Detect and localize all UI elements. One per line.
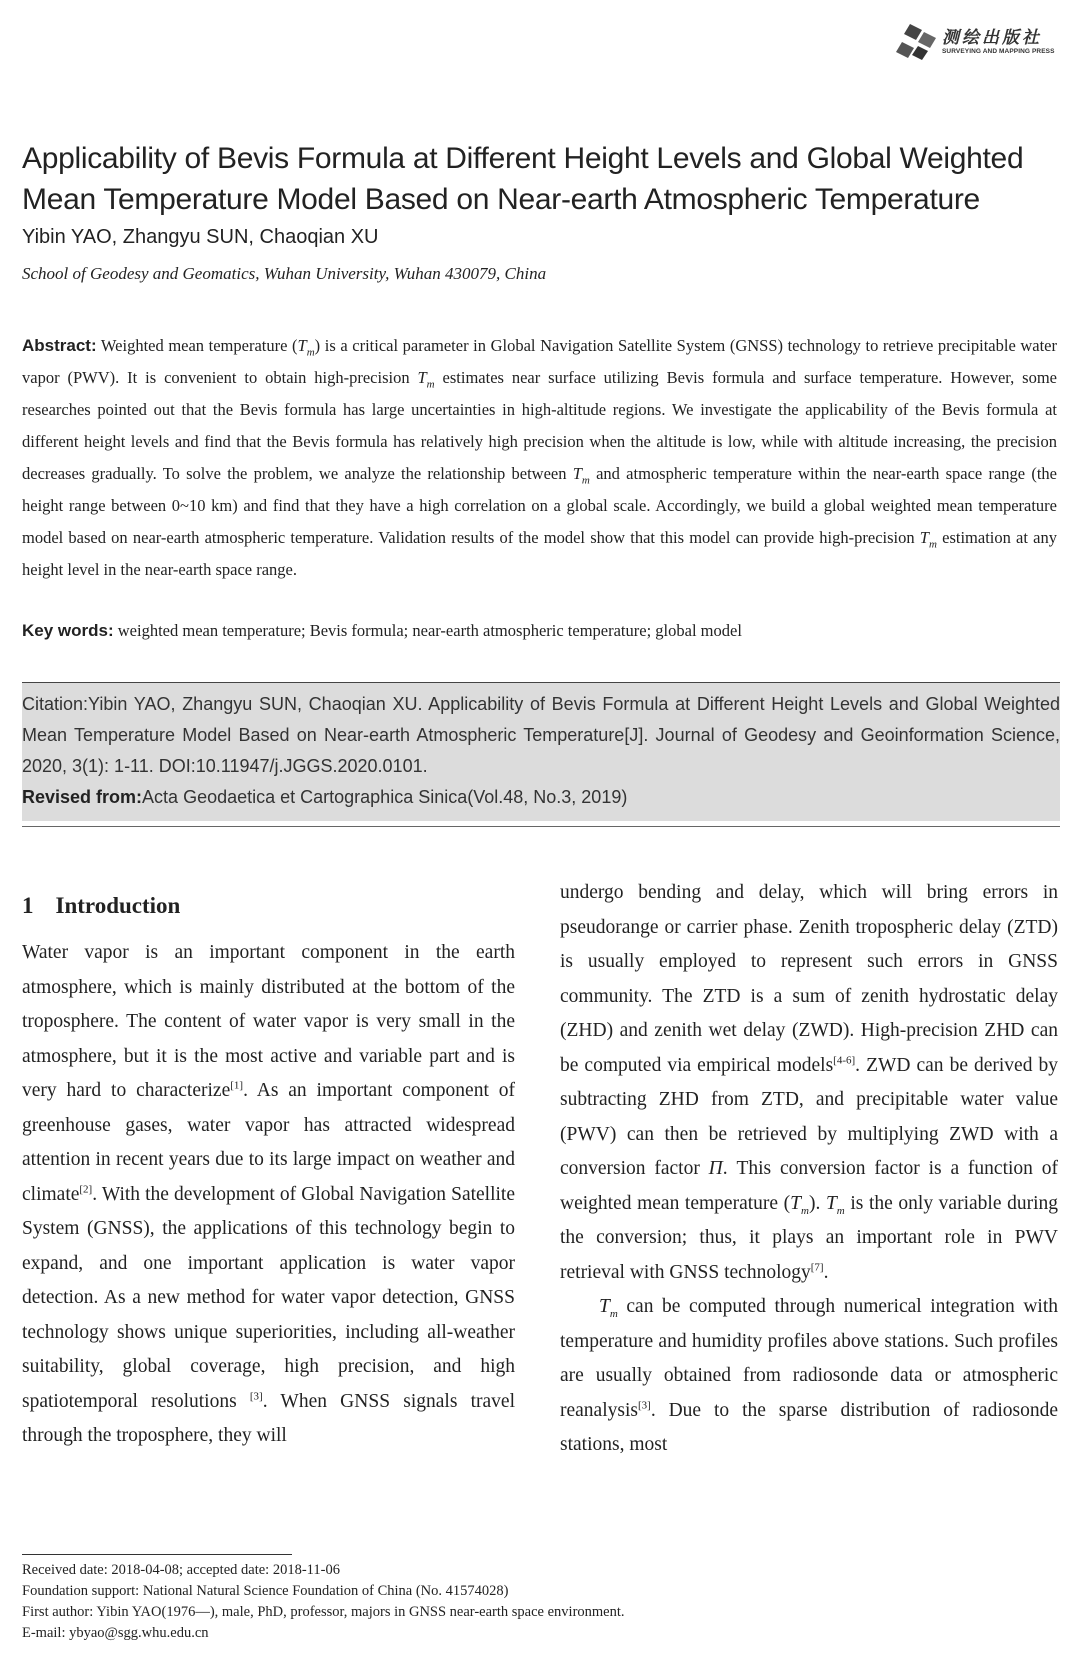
tm-symbol: T <box>297 336 307 355</box>
intro-text: Water vapor is an important component in the earth atmosphere, which is mainly distributed at the bottom of the troposphere. The content of water vapor is very small in the atmosphere, but it is the most active and variable part and is very hard to characterize <box>22 942 515 1101</box>
keywords-text: weighted mean temperature; Bevis formula; near-earth atmospheric temperature; global model <box>113 621 742 640</box>
citation-ref-link[interactable]: [2] <box>79 1183 93 1195</box>
intro-paragraph <box>560 1290 1058 1463</box>
keywords-label: Key words: <box>22 621 114 640</box>
abstract <box>22 330 1057 586</box>
abstract-text-2: ) is a critical parameter in Global Navigation Satellite System (GNSS) technology to retrieve precipitable water vapor (PWV). It is convenient to obtain high-precision <box>22 336 1057 387</box>
tm-symbol: T <box>417 368 427 387</box>
footnotes <box>22 1560 1062 1644</box>
abstract-text-3: estimates near surface utilizing Bevis formula and surface temperature. However, some researches pointed out that the Bevis formula has large uncertainties in high-altitude regions. We investigate the applicability of the Bevis formula at different height levels and find that the Bevis formula has relatively high precision when the altitude is low, while with altitude increasing, the precision decreases gradually. To solve the problem, we analyze the relationship between <box>22 368 1057 483</box>
abstract-text-5: estimation at any height level in the near-earth space range. <box>22 528 1057 579</box>
citation-label: Citation: <box>22 694 89 714</box>
citation-ref-link[interactable]: [1] <box>230 1079 244 1092</box>
tm-symbol: T <box>572 464 582 483</box>
tm-subscript: m <box>581 474 590 487</box>
intro-text: . This conversion factor is a function of weighted mean temperature ( <box>560 1158 1058 1214</box>
keywords <box>22 616 1057 646</box>
publisher-name-cn: 测绘出版社 <box>942 28 1042 47</box>
tm-subscript: m <box>306 346 315 359</box>
citation-divider <box>22 826 1060 827</box>
tm-subscript: m <box>801 1204 809 1217</box>
intro-left-column <box>22 936 515 1454</box>
citation-body: Yibin YAO, Zhangyu SUN, Chaoqian XU. Applicability of Bevis Formula at Different Height Levels and Global Weighted Mean Temperature Model Based on Near-earth Atmospheric Temperature[J]. Journal of Geodesy and Geoinformation Science, 2020, 3(1): 1-11. DOI:10.11947/j.JGGS.2020.0101. <box>22 694 1060 776</box>
intro-text: . Due to the sparse distribution of radiosonde stations, most <box>560 1399 1058 1455</box>
abstract-text-4: and atmospheric temperature within the near-earth space range (the height range between 0~10 km) and find that they have a high correlation on a global scale. Accordingly, we build a global weighted mean temperature model based on near-earth atmospheric temperature. Validation results of the model show that this model can provide high-precision <box>22 464 1057 547</box>
tm-symbol: T <box>919 528 929 547</box>
footnote-received: Received date: 2018-04-08; accepted date: 2018-11-06 <box>22 1562 340 1578</box>
tm-symbol: T <box>825 1192 837 1214</box>
tm-subscript: m <box>836 1204 845 1217</box>
citation-ref-link[interactable]: [3] <box>249 1390 263 1402</box>
pi-symbol: Π <box>708 1158 723 1179</box>
paper-affiliation: School of Geodesy and Geomatics, Wuhan University, Wuhan 430079, China <box>22 264 547 283</box>
citation-text <box>22 689 1060 813</box>
intro-text: is the only variable during the conversion; thus, it plays an important role in PWV retrieval with GNSS technology <box>560 1192 1058 1283</box>
section-heading-introduction <box>22 893 202 919</box>
intro-text: can be computed through numerical integration with temperature and humidity profiles above stations. Such profiles are usually obtained from radiosonde data or atmospheric reanalysis <box>560 1296 1058 1421</box>
tm-subscript: m <box>928 538 937 551</box>
citation-ref-link[interactable]: [7] <box>810 1261 824 1273</box>
tm-subscript: m <box>426 378 435 391</box>
footnote-email: E-mail: ybyao@sgg.whu.edu.cn <box>22 1625 209 1641</box>
tm-subscript: m <box>609 1307 618 1320</box>
intro-text: . <box>823 1261 829 1283</box>
footnote-author: First author: Yibin YAO(1976—), male, PhD, professor, majors in GNSS near-earth space environment. <box>22 1604 625 1620</box>
abstract-label: Abstract: <box>22 336 97 355</box>
publisher-logo-mark-icon <box>896 22 938 62</box>
paper-title: Applicability of Bevis Formula at Different Height Levels and Global Weighted Mean Temperature Model Based on Near-earth Atmospheric Temperature <box>22 142 1024 216</box>
section-number: 1 <box>22 893 34 918</box>
tm-symbol: T <box>790 1192 801 1214</box>
footnote-divider <box>22 1554 292 1555</box>
citation-box <box>22 682 1060 821</box>
tm-symbol: T <box>599 1296 610 1317</box>
section-title: Introduction <box>55 893 181 918</box>
revised-text: Acta Geodaetica et Cartographica Sinica(Vol.48, No.3, 2019) <box>142 787 628 807</box>
intro-text: . When GNSS signals travel through the troposphere, they will <box>22 1390 515 1446</box>
paper-authors: Yibin YAO, Zhangyu SUN, Chaoqian XU <box>22 226 379 248</box>
intro-paragraph <box>560 876 1058 1290</box>
revised-label: Revised from: <box>22 787 143 807</box>
footnote-foundation: Foundation support: National Natural Science Foundation of China (No. 41574028) <box>22 1583 509 1599</box>
publisher-logo <box>896 22 1056 62</box>
intro-right-column <box>560 876 1058 1463</box>
intro-text: . As an important component of greenhouse gases, water vapor has attracted widespread attention in recent years due to its large impact on weather and climate <box>22 1080 515 1205</box>
intro-text: . With the development of Global Navigation Satellite System (GNSS), the applications of this technology begin to expand, and one important application is water vapor detection. As a new method for water vapor detection, GNSS technology shows unique superiorities, including all-weather suitability, global coverage, high precision, and high spatiotemporal resolutions <box>22 1183 515 1412</box>
abstract-text-1: Weighted mean temperature ( <box>96 336 298 355</box>
intro-text: undergo bending and delay, which will bring errors in pseudorange or carrier phase. Zenith tropospheric delay (ZTD) is usually employed to represent such errors in GNSS community. The ZTD is a sum of zenith hydrostatic delay (ZHD) and zenith wet delay (ZWD). High-precision ZHD can be computed via empirical models <box>560 882 1058 1076</box>
intro-text: . ZWD can be derived by subtracting ZHD from ZTD, and precipitable water value (PWV) can then be retrieved by multiplying ZWD with a conversion factor <box>560 1054 1058 1179</box>
intro-text: ). <box>808 1192 826 1214</box>
citation-ref-link[interactable]: [4-6] <box>833 1054 856 1066</box>
citation-ref-link[interactable]: [3] <box>637 1399 651 1411</box>
publisher-name-en: SURVEYING AND MAPPING PRESS <box>942 48 1055 55</box>
